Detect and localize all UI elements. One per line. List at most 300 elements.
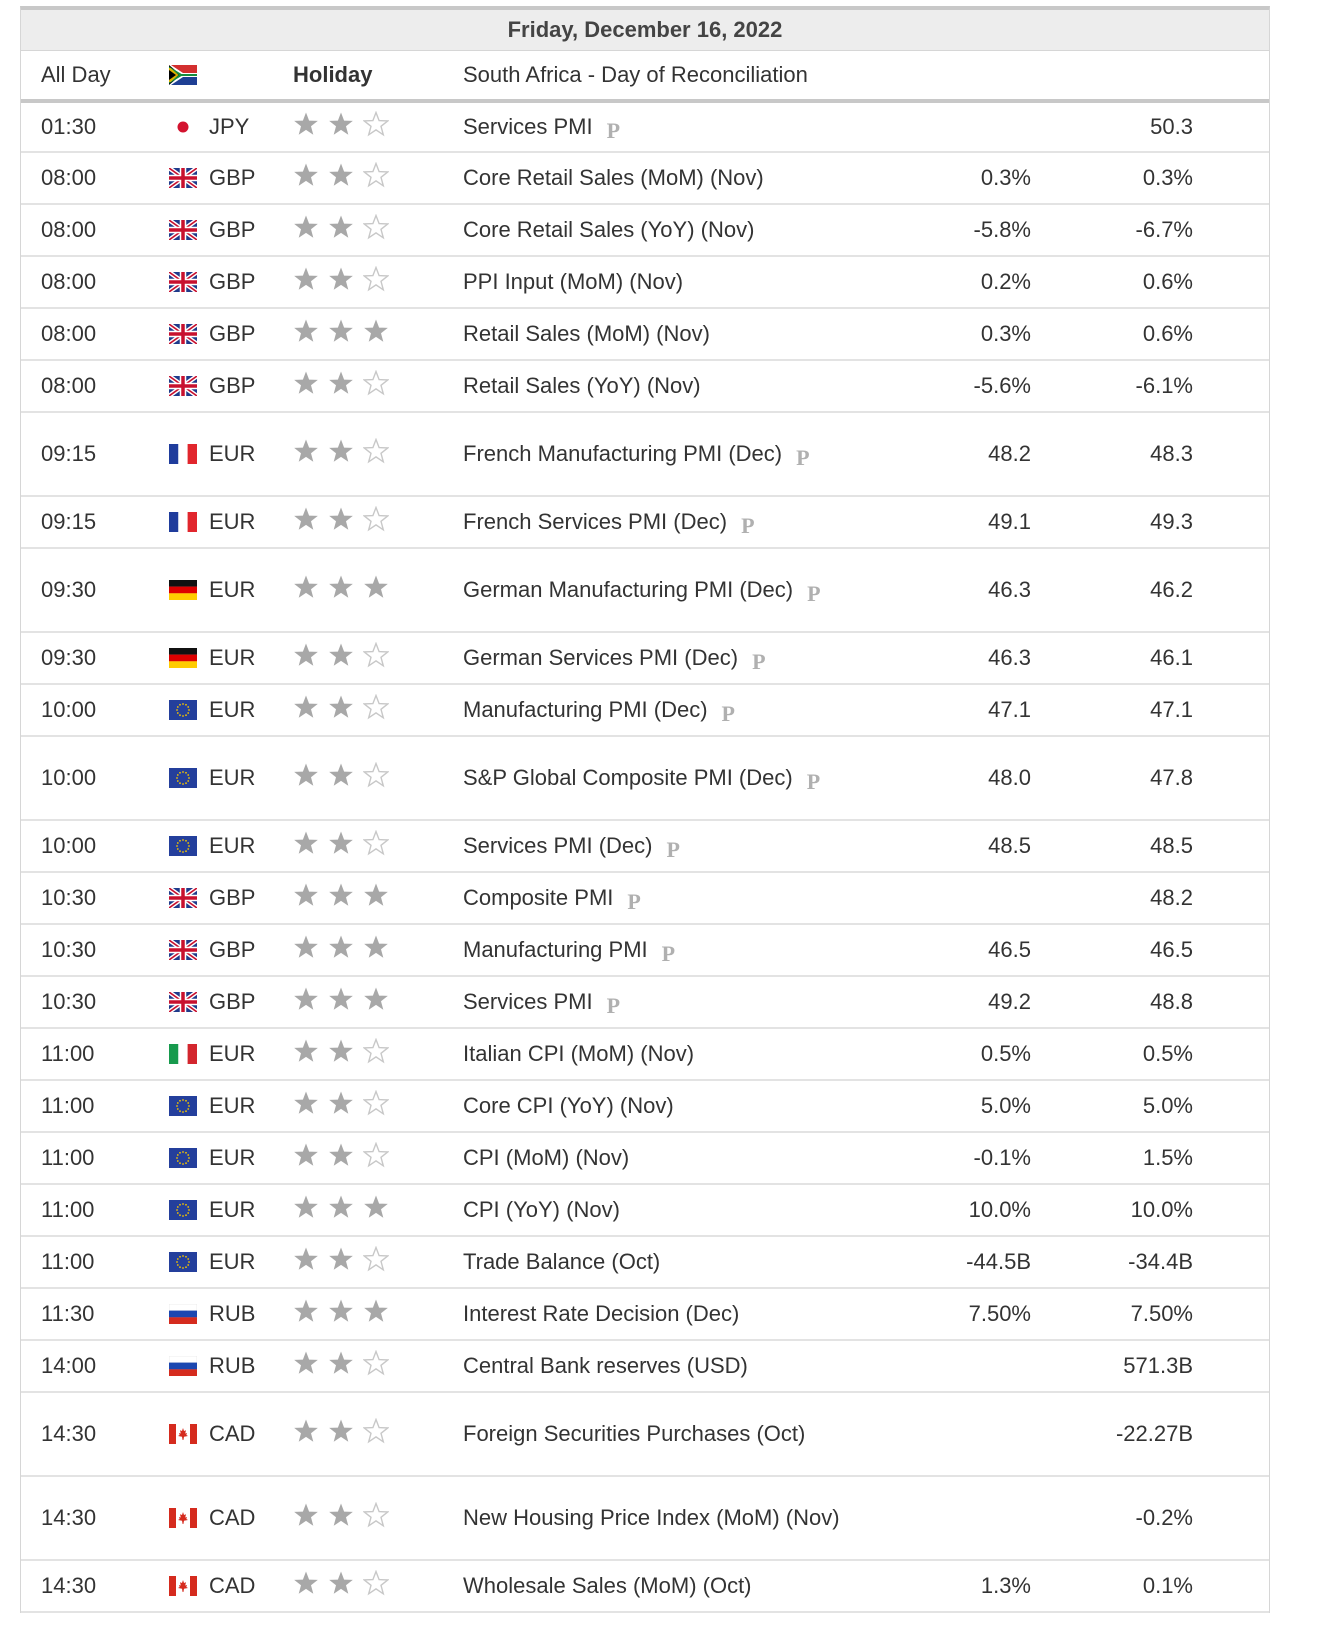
star-filled-icon <box>328 1298 363 1330</box>
event-name-cell[interactable] <box>463 1133 863 1183</box>
uk-flag-icon <box>169 925 197 975</box>
star-filled-icon <box>328 1194 363 1226</box>
importance-stars <box>293 1341 398 1391</box>
importance-stars <box>293 1237 398 1287</box>
event-currency: EUR <box>209 697 256 722</box>
event-name[interactable]: New Housing Price Index (MoM) (Nov) <box>463 1505 840 1530</box>
star-filled-icon <box>363 934 398 966</box>
importance-stars <box>293 685 398 735</box>
event-name-cell[interactable] <box>463 103 863 151</box>
eu-flag-icon <box>169 1185 197 1235</box>
event-time: 09:30 <box>41 577 97 602</box>
event-forecast: 49.1 <box>988 509 1031 534</box>
uk-flag-icon <box>169 977 197 1027</box>
star-filled-icon <box>328 506 363 538</box>
importance-stars <box>293 737 398 819</box>
event-previous: 48.5 <box>1150 833 1193 858</box>
event-currency: EUR <box>209 1249 256 1274</box>
canada-flag-icon <box>169 1393 197 1475</box>
star-filled-icon <box>293 506 328 538</box>
event-currency: GBP <box>209 269 256 294</box>
event-forecast: 7.50% <box>968 1301 1031 1326</box>
event-forecast: 1.3% <box>980 1573 1031 1598</box>
event-name-cell[interactable] <box>463 1561 863 1611</box>
event-time: 10:00 <box>41 697 97 722</box>
event-currency: RUB <box>209 1301 256 1326</box>
star-filled-icon <box>328 370 363 402</box>
event-name-cell[interactable] <box>463 1477 863 1559</box>
event-name[interactable]: Wholesale Sales (MoM) (Oct) <box>463 1573 752 1598</box>
uk-flag-icon <box>169 309 197 359</box>
event-name-cell[interactable] <box>463 1289 863 1339</box>
star-filled-icon <box>328 1418 363 1450</box>
event-forecast: 46.3 <box>988 577 1031 602</box>
event-time: 11:00 <box>41 1093 95 1118</box>
event-time: 09:15 <box>41 441 97 466</box>
event-name-cell[interactable] <box>463 1029 863 1079</box>
event-currency: GBP <box>209 937 256 962</box>
star-empty-icon <box>363 1142 398 1174</box>
event-row[interactable] <box>21 413 1269 497</box>
event-time: 14:30 <box>41 1505 97 1530</box>
event-currency: EUR <box>209 509 256 534</box>
south-africa-flag-icon <box>169 51 197 99</box>
event-row[interactable] <box>21 1393 1269 1477</box>
event-previous: -0.2% <box>1135 1505 1193 1530</box>
preliminary-icon: P <box>627 889 641 914</box>
event-name[interactable]: Retail Sales (YoY) (Nov) <box>463 373 701 398</box>
event-name[interactable]: Italian CPI (MoM) (Nov) <box>463 1041 695 1066</box>
event-name-cell[interactable] <box>463 633 863 683</box>
eu-flag-icon <box>169 1081 197 1131</box>
star-filled-icon <box>293 882 328 914</box>
event-name[interactable]: German Manufacturing PMI (Dec) <box>463 577 794 602</box>
event-row[interactable] <box>21 1561 1269 1613</box>
event-currency: EUR <box>209 1197 256 1222</box>
uk-flag-icon <box>169 205 197 255</box>
event-name-cell[interactable] <box>463 309 863 359</box>
event-row[interactable] <box>21 977 1269 1029</box>
canada-flag-icon <box>169 1561 197 1611</box>
star-filled-icon <box>293 642 328 674</box>
event-currency: GBP <box>209 885 256 910</box>
event-forecast: 0.3% <box>980 165 1031 190</box>
star-filled-icon <box>363 882 398 914</box>
event-currency: EUR <box>209 645 256 670</box>
event-row[interactable] <box>21 737 1269 821</box>
uk-flag-icon <box>169 873 197 923</box>
event-time: 14:30 <box>41 1573 97 1598</box>
france-flag-icon <box>169 497 197 547</box>
event-forecast: 0.2% <box>980 269 1031 294</box>
event-row[interactable] <box>21 1237 1269 1289</box>
event-time: 10:30 <box>41 885 97 910</box>
preliminary-icon: P <box>606 118 621 143</box>
star-filled-icon <box>328 1142 363 1174</box>
event-forecast: 48.5 <box>988 833 1031 858</box>
event-previous: 5.0% <box>1142 1093 1193 1118</box>
event-currency: GBP <box>209 321 256 346</box>
preliminary-icon: P <box>796 445 810 470</box>
event-row[interactable] <box>21 821 1269 873</box>
star-filled-icon <box>293 986 328 1018</box>
event-name[interactable]: PPI Input (MoM) (Nov) <box>463 269 684 294</box>
event-forecast: 49.2 <box>988 989 1031 1014</box>
event-time: 10:00 <box>41 765 97 790</box>
star-empty-icon <box>363 214 398 246</box>
preliminary-icon: P <box>752 649 766 674</box>
event-time: 08:00 <box>41 269 97 294</box>
event-time: 11:00 <box>41 1145 95 1170</box>
event-previous: 47.8 <box>1150 765 1193 790</box>
event-name[interactable]: Interest Rate Decision (Dec) <box>463 1301 740 1326</box>
event-name-cell[interactable] <box>463 821 863 871</box>
star-filled-icon <box>293 934 328 966</box>
star-filled-icon <box>293 762 328 794</box>
event-previous: 50.3 <box>1150 114 1193 139</box>
germany-flag-icon <box>169 633 197 683</box>
event-name-cell[interactable] <box>463 549 863 631</box>
star-empty-icon <box>363 830 398 862</box>
event-currency: CAD <box>209 1505 256 1530</box>
event-previous: 0.3% <box>1142 165 1193 190</box>
importance-stars <box>293 977 398 1027</box>
event-row[interactable] <box>21 309 1269 361</box>
event-name-cell[interactable] <box>463 257 863 307</box>
eu-flag-icon <box>169 821 197 871</box>
star-filled-icon <box>363 318 398 350</box>
star-filled-icon <box>293 1246 328 1278</box>
event-time: 10:30 <box>41 989 97 1014</box>
event-previous: 571.3B <box>1123 1353 1193 1378</box>
star-empty-icon <box>363 642 398 674</box>
star-filled-icon <box>293 1502 328 1534</box>
event-forecast: -5.8% <box>973 217 1031 242</box>
event-row[interactable] <box>21 1029 1269 1081</box>
star-empty-icon <box>363 438 398 470</box>
importance-stars <box>293 153 398 203</box>
event-row[interactable] <box>21 205 1269 257</box>
event-name[interactable]: French Manufacturing PMI (Dec) <box>463 441 783 466</box>
star-filled-icon <box>293 1194 328 1226</box>
event-name[interactable]: Foreign Securities Purchases (Oct) <box>463 1421 806 1446</box>
event-forecast: 10.0% <box>968 1197 1031 1222</box>
event-currency: GBP <box>209 373 256 398</box>
star-filled-icon <box>328 762 363 794</box>
event-row[interactable] <box>21 685 1269 737</box>
star-empty-icon <box>363 1502 398 1534</box>
event-forecast: 0.5% <box>980 1041 1031 1066</box>
event-name-cell[interactable] <box>463 361 863 411</box>
event-row[interactable] <box>21 257 1269 309</box>
event-forecast: 48.2 <box>988 441 1031 466</box>
event-row[interactable] <box>21 633 1269 685</box>
event-currency: EUR <box>209 833 256 858</box>
importance-stars <box>293 1289 398 1339</box>
star-empty-icon <box>363 694 398 726</box>
holiday-row[interactable] <box>21 51 1269 103</box>
star-empty-icon <box>363 762 398 794</box>
star-filled-icon <box>328 438 363 470</box>
event-name-cell[interactable] <box>463 925 863 975</box>
star-filled-icon <box>328 214 363 246</box>
event-row[interactable] <box>21 549 1269 633</box>
star-filled-icon <box>293 1418 328 1450</box>
event-time: 09:30 <box>41 645 97 670</box>
event-currency: GBP <box>209 165 256 190</box>
holiday-event: South Africa - Day of Reconciliation <box>463 62 808 87</box>
event-name[interactable]: Trade Balance (Oct) <box>463 1249 661 1274</box>
star-filled-icon <box>293 111 328 143</box>
event-row[interactable] <box>21 1185 1269 1237</box>
star-filled-icon <box>328 318 363 350</box>
event-name[interactable]: Composite PMI <box>463 885 614 910</box>
event-row[interactable] <box>21 1081 1269 1133</box>
star-filled-icon <box>293 1298 328 1330</box>
importance-stars <box>293 361 398 411</box>
event-name-cell[interactable] <box>463 205 863 255</box>
event-name[interactable]: CPI (YoY) (Nov) <box>463 1197 620 1222</box>
star-filled-icon <box>328 1350 363 1382</box>
event-time: 01:30 <box>41 114 97 139</box>
event-name[interactable]: Manufacturing PMI <box>463 937 648 962</box>
event-row[interactable] <box>21 497 1269 549</box>
event-previous: 0.6% <box>1142 269 1193 294</box>
event-currency: EUR <box>209 1145 256 1170</box>
event-name[interactable]: German Services PMI (Dec) <box>463 645 739 670</box>
preliminary-icon: P <box>806 769 821 794</box>
star-filled-icon <box>293 1090 328 1122</box>
event-time: 11:30 <box>41 1301 95 1326</box>
event-name-cell[interactable] <box>463 737 863 819</box>
event-currency: RUB <box>209 1353 256 1378</box>
event-name-cell[interactable] <box>463 153 863 203</box>
star-filled-icon <box>293 318 328 350</box>
event-name-cell[interactable] <box>463 1237 863 1287</box>
event-previous: 47.1 <box>1150 697 1193 722</box>
event-previous: 0.1% <box>1142 1573 1193 1598</box>
event-currency: EUR <box>209 765 256 790</box>
importance-stars <box>293 1029 398 1079</box>
economic-calendar <box>20 6 1270 1613</box>
importance-stars <box>293 1133 398 1183</box>
event-row[interactable] <box>21 361 1269 413</box>
importance-stars <box>293 309 398 359</box>
event-name-cell[interactable] <box>463 413 863 495</box>
event-time: 11:00 <box>41 1197 95 1222</box>
star-filled-icon <box>363 986 398 1018</box>
importance-stars <box>293 1081 398 1131</box>
event-row[interactable] <box>21 1133 1269 1185</box>
star-filled-icon <box>293 1038 328 1070</box>
event-name[interactable]: Services PMI (Dec) <box>463 833 653 858</box>
event-previous: 46.1 <box>1150 645 1193 670</box>
event-currency: EUR <box>209 577 256 602</box>
event-previous: -6.1% <box>1135 373 1193 398</box>
preliminary-icon: P <box>721 701 735 726</box>
event-name[interactable]: Core Retail Sales (YoY) (Nov) <box>463 217 755 242</box>
event-name[interactable]: French Services PMI (Dec) <box>463 509 728 534</box>
importance-stars <box>293 1185 398 1235</box>
star-filled-icon <box>293 694 328 726</box>
eu-flag-icon <box>169 1237 197 1287</box>
event-row[interactable] <box>21 1477 1269 1561</box>
preliminary-icon: P <box>606 993 621 1018</box>
star-filled-icon <box>328 162 363 194</box>
holiday-label: Holiday <box>293 62 373 87</box>
importance-stars <box>293 1561 398 1611</box>
event-name-cell[interactable] <box>463 1081 863 1131</box>
event-time: 08:00 <box>41 321 97 346</box>
star-empty-icon <box>363 1090 398 1122</box>
russia-flag-icon <box>169 1341 197 1391</box>
star-filled-icon <box>293 830 328 862</box>
event-name[interactable]: Services PMI <box>463 989 593 1014</box>
event-previous: 46.2 <box>1150 577 1193 602</box>
event-row[interactable] <box>21 153 1269 205</box>
event-row[interactable] <box>21 873 1269 925</box>
event-name-cell[interactable] <box>463 1341 863 1391</box>
event-name[interactable]: Core Retail Sales (MoM) (Nov) <box>463 165 764 190</box>
event-previous: -22.27B <box>1115 1421 1193 1446</box>
germany-flag-icon <box>169 549 197 631</box>
importance-stars <box>293 873 398 923</box>
star-filled-icon <box>293 1350 328 1382</box>
importance-stars <box>293 549 398 631</box>
star-filled-icon <box>363 1194 398 1226</box>
importance-stars <box>293 1477 398 1559</box>
event-name[interactable]: Services PMI <box>463 114 593 139</box>
star-filled-icon <box>293 162 328 194</box>
event-name[interactable]: Manufacturing PMI (Dec) <box>463 697 708 722</box>
event-currency: EUR <box>209 1093 256 1118</box>
event-time: 10:30 <box>41 937 97 962</box>
event-previous: 48.3 <box>1150 441 1193 466</box>
star-empty-icon <box>363 162 398 194</box>
event-previous: 46.5 <box>1150 937 1193 962</box>
russia-flag-icon <box>169 1289 197 1339</box>
event-previous: -34.4B <box>1128 1249 1193 1274</box>
event-name-cell[interactable] <box>463 977 863 1027</box>
event-name[interactable]: CPI (MoM) (Nov) <box>463 1145 630 1170</box>
event-time: 11:00 <box>41 1041 95 1066</box>
importance-stars <box>293 821 398 871</box>
star-empty-icon <box>363 111 398 143</box>
star-empty-icon <box>363 266 398 298</box>
event-time: 08:00 <box>41 165 97 190</box>
event-name-cell[interactable] <box>463 497 863 547</box>
canada-flag-icon <box>169 1477 197 1559</box>
importance-stars <box>293 413 398 495</box>
event-forecast: 5.0% <box>980 1093 1031 1118</box>
date-header: Friday, December 16, 2022 <box>21 10 1269 51</box>
star-filled-icon <box>363 574 398 606</box>
event-name-cell[interactable] <box>463 1185 863 1235</box>
star-empty-icon <box>363 1350 398 1382</box>
event-previous: -6.7% <box>1135 217 1193 242</box>
event-row[interactable] <box>21 1289 1269 1341</box>
star-filled-icon <box>293 574 328 606</box>
event-name[interactable]: Core CPI (YoY) (Nov) <box>463 1093 674 1118</box>
holiday-time: All Day <box>41 62 111 87</box>
star-empty-icon <box>363 1418 398 1450</box>
star-filled-icon <box>328 574 363 606</box>
star-filled-icon <box>293 1142 328 1174</box>
importance-stars <box>293 633 398 683</box>
event-forecast: -5.6% <box>973 373 1031 398</box>
event-time: 14:00 <box>41 1353 97 1378</box>
event-currency: JPY <box>209 114 250 139</box>
uk-flag-icon <box>169 257 197 307</box>
event-currency: GBP <box>209 217 256 242</box>
event-previous: 1.5% <box>1142 1145 1193 1170</box>
star-filled-icon <box>328 1090 363 1122</box>
star-filled-icon <box>328 882 363 914</box>
event-name-cell[interactable] <box>463 873 863 923</box>
star-filled-icon <box>328 1502 363 1534</box>
eu-flag-icon <box>169 737 197 819</box>
event-time: 14:30 <box>41 1421 97 1446</box>
star-filled-icon <box>328 694 363 726</box>
event-name-cell[interactable] <box>463 1393 863 1475</box>
event-time: 09:15 <box>41 509 97 534</box>
preliminary-icon: P <box>807 581 821 606</box>
event-forecast: 48.0 <box>988 765 1031 790</box>
event-forecast: -0.1% <box>973 1145 1031 1170</box>
star-filled-icon <box>328 830 363 862</box>
event-forecast: 46.5 <box>988 937 1031 962</box>
event-currency: CAD <box>209 1421 256 1446</box>
star-empty-icon <box>363 506 398 538</box>
event-time: 10:00 <box>41 833 97 858</box>
event-row[interactable] <box>21 1341 1269 1393</box>
event-name[interactable]: Retail Sales (MoM) (Nov) <box>463 321 710 346</box>
japan-flag-icon <box>169 103 197 151</box>
star-empty-icon <box>363 370 398 402</box>
star-filled-icon <box>363 1298 398 1330</box>
event-name[interactable]: Central Bank reserves (USD) <box>463 1353 748 1378</box>
event-name[interactable]: S&P Global Composite PMI (Dec) <box>463 765 793 790</box>
event-time: 08:00 <box>41 217 97 242</box>
event-previous: 0.5% <box>1142 1041 1193 1066</box>
event-name-cell[interactable] <box>463 685 863 735</box>
star-filled-icon <box>293 214 328 246</box>
star-filled-icon <box>328 1246 363 1278</box>
event-previous: 10.0% <box>1130 1197 1193 1222</box>
event-previous: 7.50% <box>1130 1301 1193 1326</box>
event-previous: 0.6% <box>1142 321 1193 346</box>
star-filled-icon <box>293 1570 328 1602</box>
star-filled-icon <box>328 1038 363 1070</box>
preliminary-icon: P <box>666 837 680 862</box>
importance-stars <box>293 205 398 255</box>
event-currency: EUR <box>209 1041 256 1066</box>
event-previous: 49.3 <box>1150 509 1193 534</box>
star-filled-icon <box>328 111 363 143</box>
preliminary-icon: P <box>661 941 676 966</box>
star-filled-icon <box>328 266 363 298</box>
star-filled-icon <box>293 438 328 470</box>
importance-stars <box>293 103 398 151</box>
event-currency: CAD <box>209 1573 256 1598</box>
star-empty-icon <box>363 1038 398 1070</box>
event-time: 11:00 <box>41 1249 95 1274</box>
star-filled-icon <box>293 266 328 298</box>
event-row[interactable] <box>21 925 1269 977</box>
event-row[interactable] <box>21 103 1269 153</box>
eu-flag-icon <box>169 1133 197 1183</box>
event-previous: 48.8 <box>1150 989 1193 1014</box>
